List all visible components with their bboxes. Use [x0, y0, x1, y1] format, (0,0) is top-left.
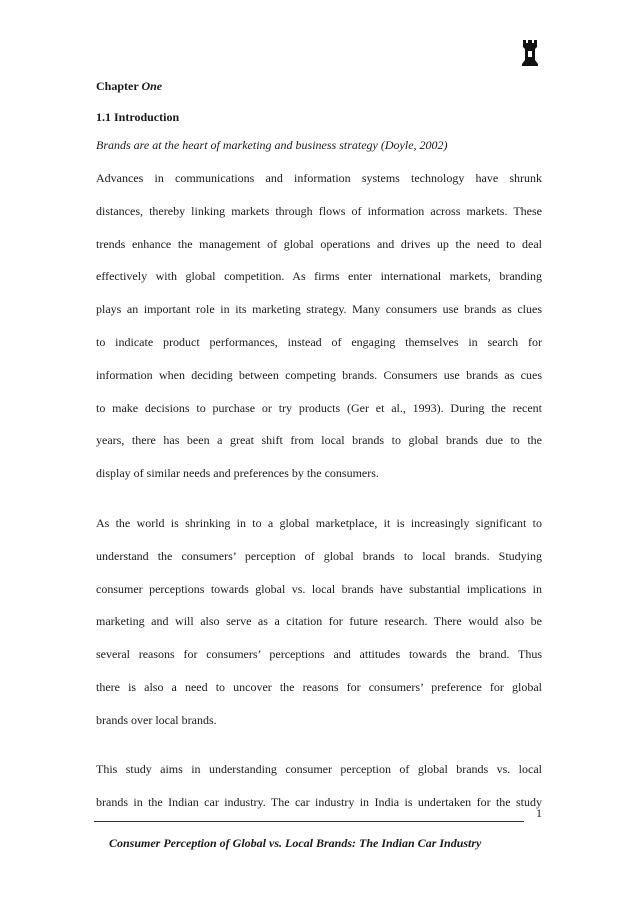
text-line: brands in the Indian car industry. The car industry in India is undertaken for the study	[96, 794, 542, 809]
text-line: As the world is shrinking in to a global marketplace, it is increasingly significant to	[96, 516, 542, 530]
text-line: information when deciding between competing brands. Consumers use brands as cues	[96, 367, 542, 382]
text-line: brands over local brands.	[96, 712, 217, 727]
text-line: display of similar needs and preferences by the consumers.	[96, 466, 379, 481]
paragraph-3	[96, 753, 542, 819]
text-line: to make decisions to purchase or try products (Ger et al., 1993). During the recent	[96, 400, 542, 415]
text-line: marketing and will also serve as a citation for future research. There would also be	[96, 614, 542, 629]
text-line: distances, thereby linking markets through flows of information across markets. These	[96, 203, 542, 218]
text-line: there is also a need to uncover the reasons for consumers’ preference for global	[96, 679, 542, 694]
text-line: years, there has been a great shift from local brands to global brands due to the	[96, 433, 542, 448]
chapter-number: One	[141, 79, 163, 93]
footer-divider	[94, 821, 524, 822]
text-line: plays an important role in its marketing strategy. Many consumers use brands as clues	[96, 302, 542, 317]
epigraph-quote: Brands are at the heart of marketing and business strategy (Doyle, 2002)	[96, 138, 448, 152]
text-line: trends enhance the management of global operations and drives up the need to deal	[96, 236, 542, 251]
text-line: understand the consumers’ perception of global brands to local brands. Studying	[96, 548, 542, 563]
text-line: several reasons for consumers’ perceptions and attitudes towards the brand. Thus	[96, 647, 542, 662]
running-footer-title: Consumer Perception of Global vs. Local Brands: The Indian Car Industry	[109, 836, 482, 850]
text-line: Advances in communications and information systems technology have shrunk	[96, 171, 542, 185]
castle-tower-icon	[519, 38, 541, 68]
text-line: consumer perceptions towards global vs. local brands have substantial implications in	[96, 581, 542, 596]
chapter-label: Chapter	[96, 79, 142, 93]
text-line: effectively with global competition. As firms enter international markets, branding	[96, 269, 542, 284]
text-line: This study aims in understanding consumer perception of global brands vs. local	[96, 762, 542, 776]
text-line: to indicate product performances, instead of engaging themselves in search for	[96, 334, 542, 349]
chapter-heading	[96, 79, 162, 94]
paragraph-2	[96, 507, 542, 737]
section-title: 1.1 Introduction	[96, 110, 180, 124]
paragraph-1	[96, 162, 542, 490]
page-number: 1	[536, 806, 542, 820]
